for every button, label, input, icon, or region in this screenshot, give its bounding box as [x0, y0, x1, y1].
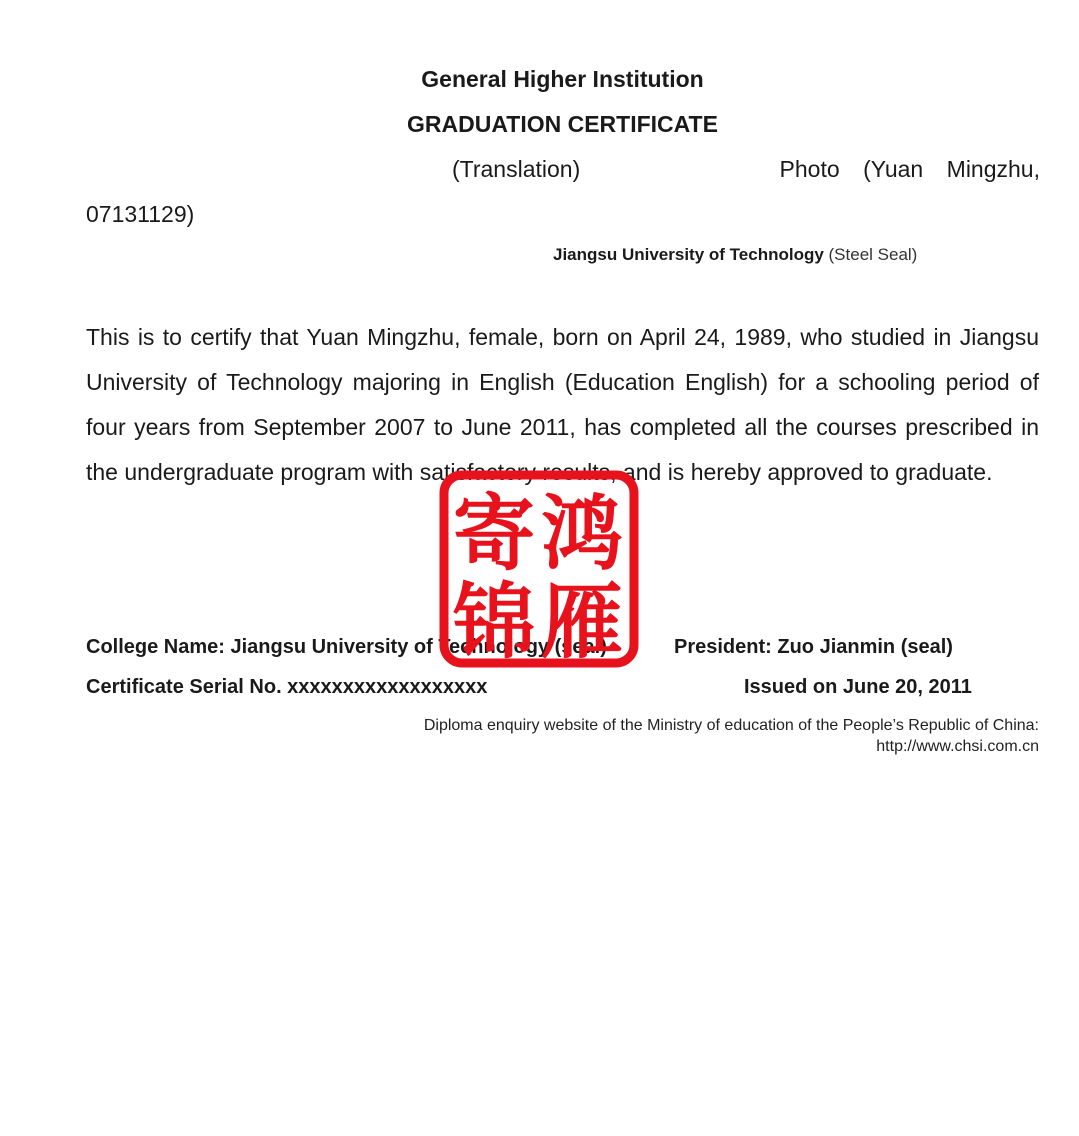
stamp-char: 锦 [452, 574, 536, 668]
stamp-char: 雁 [540, 574, 624, 668]
steel-seal-note [553, 245, 917, 265]
institution-type-heading: General Higher Institution [421, 66, 704, 92]
seal-university-name: Jiangsu University of Technology [553, 245, 824, 264]
translation-photo-line: (Translation) Photo (Yuan Mingzhu, [452, 156, 1040, 182]
stamp-char: 寄 [452, 486, 536, 582]
certification-paragraph: This is to certify that Yuan Mingzhu, female, born on April 24, 1989, who studied in Jiangsu University of Technology majoring in English (Education English) for a schooling period of four years from September 2007 to June 2011, has completed all the courses prescribed in the undergraduate program with satisfactory results, and is hereby approved to graduate. [86, 324, 1039, 485]
stamp-char: 鸿 [540, 486, 624, 582]
photo-id-continuation: 07131129) [86, 201, 195, 227]
diploma-enquiry-note [239, 715, 1039, 757]
president-line: President: Zuo Jianmin (seal) [674, 636, 953, 658]
seal-type-label: (Steel Seal) [823, 245, 918, 264]
enquiry-url: http://www.chsi.com.cn [876, 738, 1039, 755]
enquiry-text: Diploma enquiry website of the Ministry of education of the People’s Republic of China: [423, 717, 1039, 734]
certificate-title: GRADUATION CERTIFICATE [407, 111, 718, 137]
issue-date: Issued on June 20, 2011 [744, 676, 972, 698]
certificate-serial-number: Certificate Serial No. xxxxxxxxxxxxxxxxxx [86, 676, 488, 698]
college-name-line: College Name: Jiangsu University of Technology (seal) [86, 636, 607, 658]
